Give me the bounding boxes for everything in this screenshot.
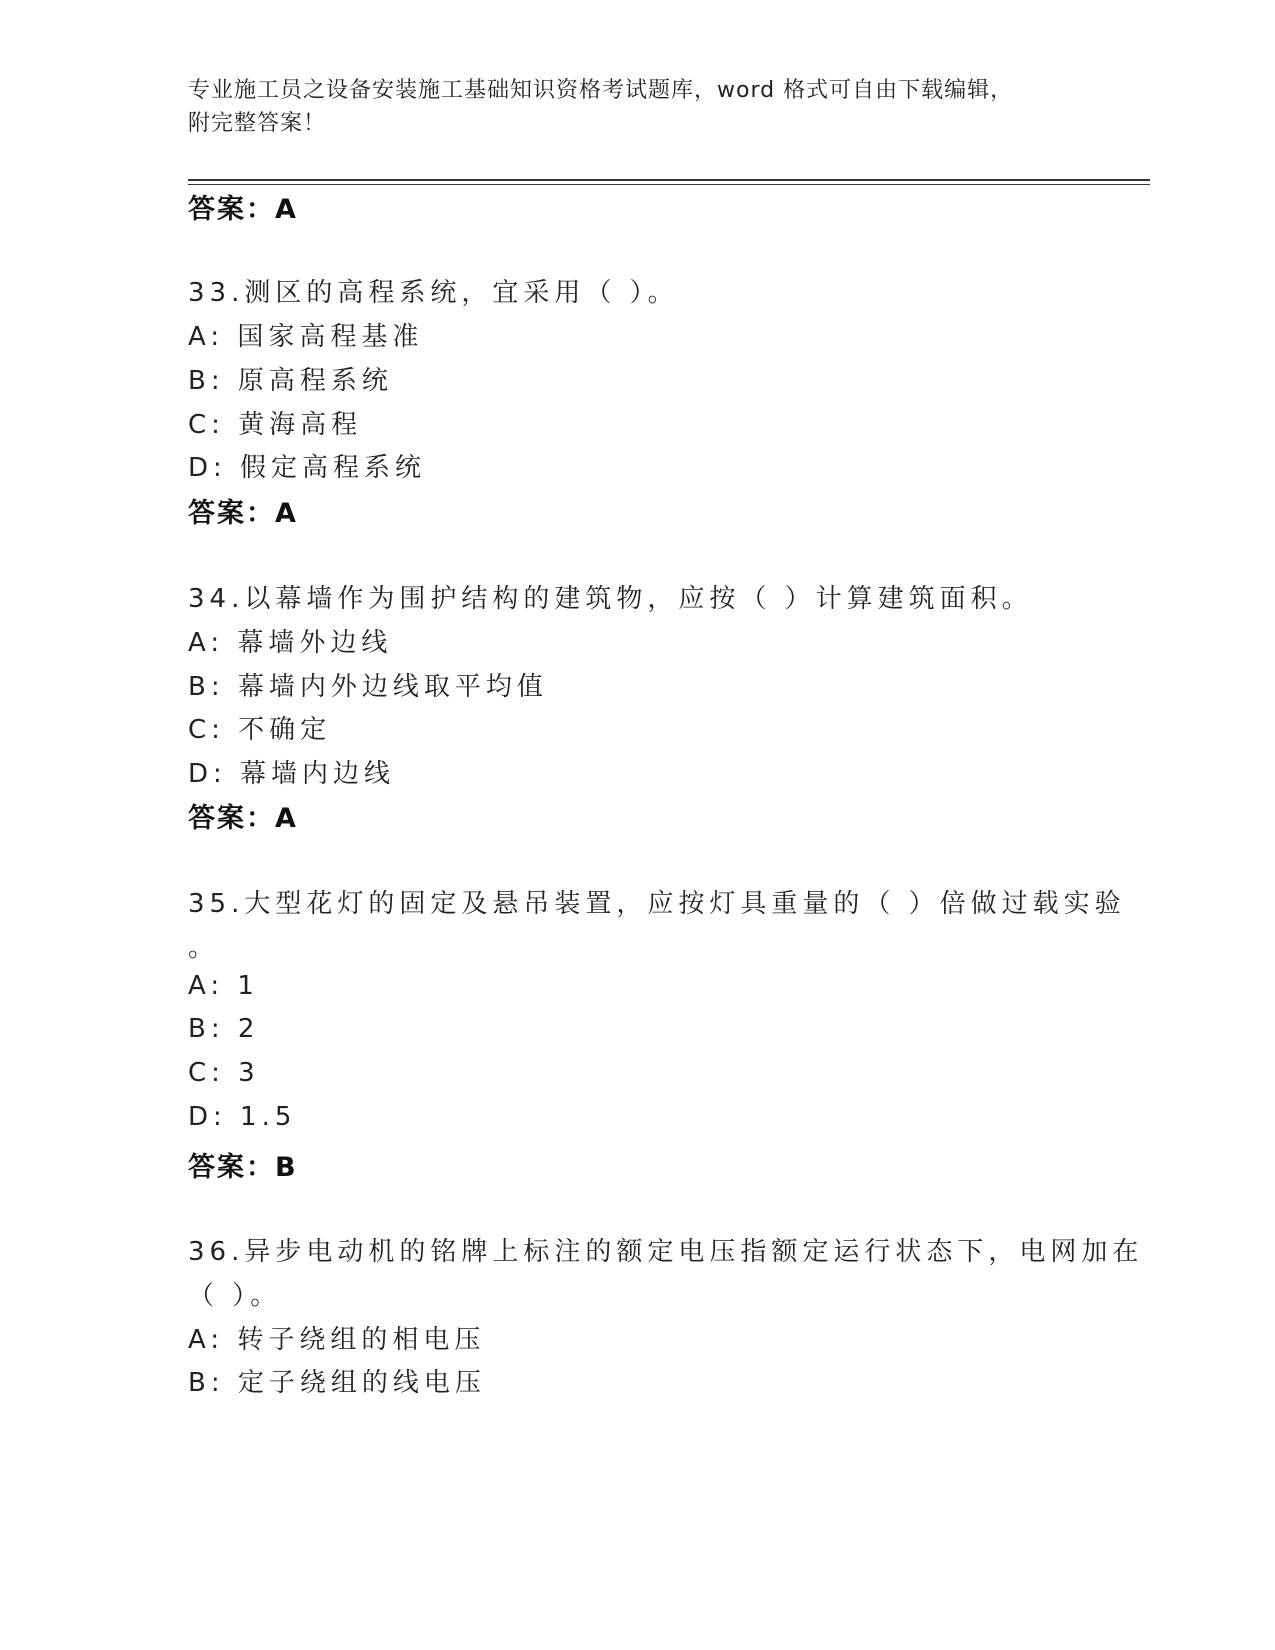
question-34-option-d: D: 幕墙内边线 <box>188 759 396 789</box>
question-34-option-c: C: 不确定 <box>188 715 332 745</box>
question-36-option-a: A: 转子绕组的相电压 <box>188 1325 486 1355</box>
question-34-option-a: A: 幕墙外边线 <box>188 628 393 658</box>
question-36-stem: 36.异步电动机的铭牌上标注的额定电压指额定运行状态下，电网加在 <box>188 1237 1144 1267</box>
header-line-2: 附完整答案！ <box>188 111 327 136</box>
question-35-option-c: C: 3 <box>188 1058 260 1088</box>
answer-34: 答案：A <box>188 803 298 834</box>
question-33-option-b: B: 原高程系统 <box>188 366 393 396</box>
question-35-stem-continuation: 。 <box>188 933 220 963</box>
question-33-option-a: A: 国家高程基准 <box>188 322 424 352</box>
question-36-option-b: B: 定子绕组的线电压 <box>188 1368 486 1398</box>
question-34-stem: 34.以幕墙作为围护结构的建筑物，应按（ ）计算建筑面积。 <box>188 584 1033 614</box>
document-header <box>188 74 1068 140</box>
answer-33: 答案：A <box>188 498 298 529</box>
header-line-1: 专业施工员之设备安装施工基础知识资格考试题库，word 格式可自由下载编辑， <box>188 78 1014 103</box>
header-divider-thin <box>188 184 1150 185</box>
answer-35: 答案：B <box>188 1152 298 1183</box>
question-33-option-d: D: 假定高程系统 <box>188 453 427 483</box>
question-35-option-d: D: 1.5 <box>188 1102 297 1132</box>
question-33-stem: 33.测区的高程系统，宜采用（ ）。 <box>188 278 679 308</box>
question-35-stem: 35.大型花灯的固定及悬吊装置，应按灯具重量的（ ）倍做过载实验 <box>188 889 1126 919</box>
question-36-stem-continuation: （ ）。 <box>188 1281 282 1311</box>
question-34-option-b: B: 幕墙内外边线取平均值 <box>188 672 548 702</box>
question-33-option-c: C: 黄海高程 <box>188 410 363 440</box>
question-35-option-a: A: 1 <box>188 971 259 1001</box>
answer-32: 答案：A <box>188 194 298 225</box>
question-35-option-b: B: 2 <box>188 1014 260 1044</box>
header-divider <box>188 179 1150 181</box>
